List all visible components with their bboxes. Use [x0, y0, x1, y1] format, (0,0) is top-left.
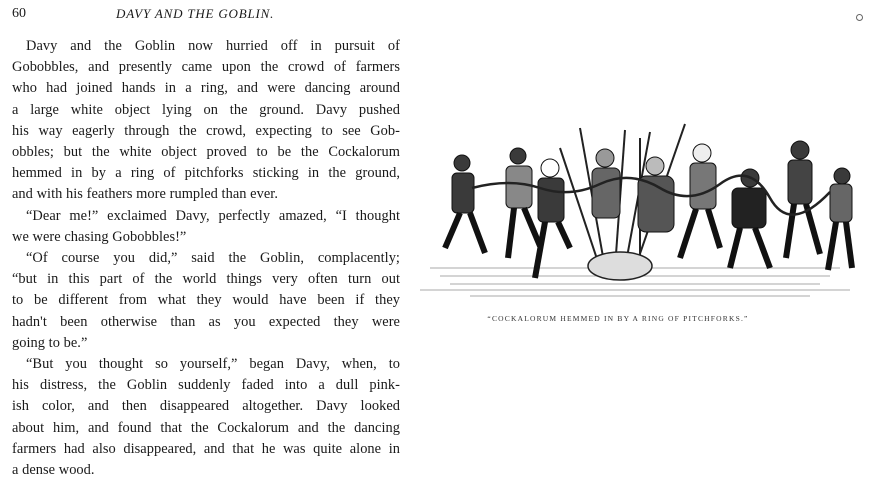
running-head: DAVY AND THE GOBLIN. — [116, 6, 275, 21]
body-text — [12, 36, 400, 481]
paragraph-4 — [12, 354, 400, 481]
text-line: “but in this part of the world things very often turn out — [12, 271, 400, 288]
page-number: 60 — [12, 6, 26, 21]
text-line: “Of course you did,” said the Goblin, complacently; — [26, 250, 400, 267]
engraving-illustration — [410, 118, 862, 308]
paragraph-1 — [12, 36, 400, 206]
page-header — [12, 6, 412, 24]
text-line: hadn't been otherwise than as you expected they were — [12, 313, 400, 330]
text-line: “But you thought so yourself,” began Davy, when, to — [26, 356, 400, 373]
text-line: farmers had also disappeared, and that he was quite alone in — [12, 440, 400, 457]
text-line: going to be.” — [12, 334, 88, 351]
paragraph-2 — [12, 206, 400, 248]
paragraph-3 — [12, 248, 400, 354]
dancing-farmers-engraving — [410, 118, 862, 308]
text-line: about him, and found that the Cockalorum and the dancing — [12, 419, 400, 436]
text-line: who had joined hands in a ring, and were dancing around — [12, 80, 400, 97]
text-line: to be different from what they would have been if they — [12, 292, 400, 309]
text-line: a dense wood. — [12, 462, 95, 479]
text-line: Gobobbles, and presently came upon the crowd of farmers — [12, 59, 400, 76]
corner-mark — [856, 14, 863, 21]
text-line: his distress, the Goblin suddenly faded into a dull pink- — [12, 377, 400, 394]
dancers-group — [445, 141, 852, 278]
text-line: we were chasing Gobobbles!” — [12, 228, 187, 245]
text-line: obbles; but the white object proved to be the Cockalorum — [12, 144, 400, 161]
text-line: a large white object lying on the ground. Davy pushed — [12, 101, 400, 118]
text-line: Davy and the Goblin now hurried off in pursuit of — [26, 38, 400, 54]
text-line: “Dear me!” exclaimed Davy, perfectly amazed, “I thought — [26, 207, 400, 224]
cockalorum-figure — [588, 252, 652, 280]
text-line: ish color, and then disappeared altogether. Davy looked — [12, 398, 400, 415]
text-line: hemmed in by a ring of pitchforks sticking in the ground, — [12, 165, 400, 182]
text-line: and with his feathers more rumpled than ever. — [12, 186, 278, 203]
illustration-caption: “COCKALORUM HEMMED IN BY A RING OF PITCHFORKS.” — [487, 314, 749, 323]
text-line: his way eagerly through the crowd, expecting to see Gob- — [12, 122, 400, 139]
